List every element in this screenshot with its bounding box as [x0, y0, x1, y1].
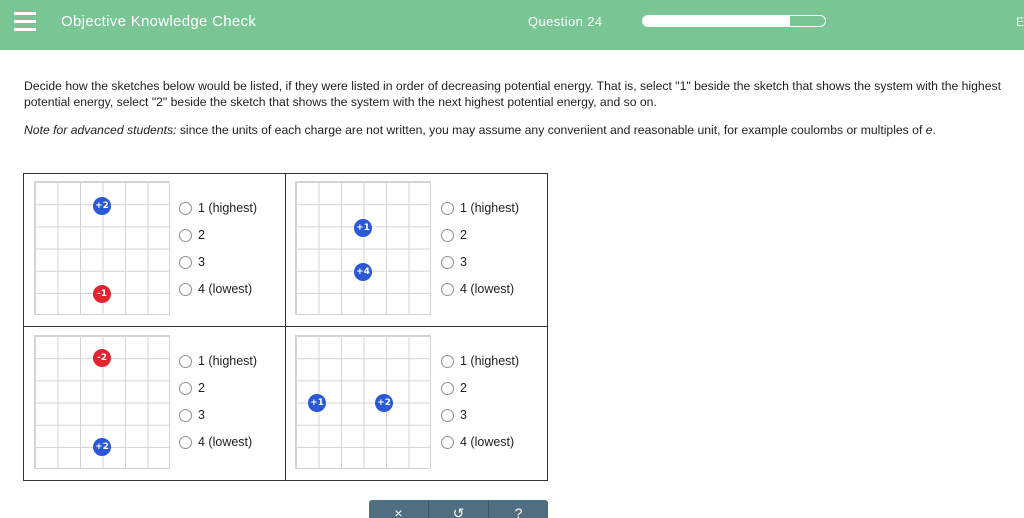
charge-1b[interactable]: -1	[93, 285, 111, 303]
top-bar	[0, 0, 1024, 50]
rank-option-3-2[interactable]: 2	[179, 380, 205, 396]
rank-option-4-1[interactable]: 1 (highest)	[441, 353, 519, 369]
progress-fill	[643, 16, 790, 26]
sketch-grid-2	[295, 181, 431, 315]
note-end: .	[932, 123, 936, 137]
rank-option-2-4[interactable]: 4 (lowest)	[441, 281, 514, 297]
rank-option-1-3[interactable]: 3	[179, 254, 205, 270]
radio-icon[interactable]	[441, 436, 454, 449]
rank-option-3-3[interactable]: 3	[179, 407, 205, 423]
rank-option-1-2[interactable]: 2	[179, 227, 205, 243]
charge-2a[interactable]: +1	[354, 219, 372, 237]
rank-option-1-4[interactable]: 4 (lowest)	[179, 281, 252, 297]
rank-option-4-2[interactable]: 2	[441, 380, 467, 396]
rank-option-4-4[interactable]: 4 (lowest)	[441, 434, 514, 450]
radio-icon[interactable]	[179, 202, 192, 215]
charge-1a[interactable]: +2	[93, 197, 111, 215]
charge-4b[interactable]: +2	[375, 394, 393, 412]
rank-option-2-2[interactable]: 2	[441, 227, 467, 243]
panel-divider-horizontal	[24, 326, 547, 327]
charge-2b[interactable]: +4	[354, 263, 372, 281]
edge-label: E	[1016, 15, 1024, 29]
note-symbol: e	[925, 123, 933, 137]
radio-icon[interactable]	[179, 283, 192, 296]
sketch-grid-3	[34, 335, 170, 469]
undo-button[interactable]: ↺	[428, 500, 488, 518]
instructions-text: Decide how the sketches below would be listed, if they were listed in order of decreasing potential energy. That is, select "1" beside the sketch that shows the system with the highest potential energy, select "2" beside the sketch that shows the system with the next highest potential energy, and so on.	[24, 79, 1001, 109]
progress-bar	[642, 15, 826, 27]
rank-option-1-1[interactable]: 1 (highest)	[179, 200, 257, 216]
radio-icon[interactable]	[179, 256, 192, 269]
charge-3a[interactable]: -2	[93, 349, 111, 367]
menu-icon[interactable]	[14, 12, 36, 32]
question-label: Question 24	[528, 14, 603, 29]
radio-icon[interactable]	[441, 256, 454, 269]
radio-icon[interactable]	[441, 409, 454, 422]
rank-option-4-3[interactable]: 3	[441, 407, 467, 423]
sketch-grid-4	[295, 335, 431, 469]
panel-divider-vertical	[285, 174, 286, 480]
clear-button[interactable]: ×	[394, 505, 403, 518]
radio-icon[interactable]	[441, 202, 454, 215]
radio-icon[interactable]	[179, 355, 192, 368]
radio-icon[interactable]	[441, 283, 454, 296]
rank-option-2-1[interactable]: 1 (highest)	[441, 200, 519, 216]
charge-3b[interactable]: +2	[93, 438, 111, 456]
radio-icon[interactable]	[441, 382, 454, 395]
help-button[interactable]: ?	[488, 500, 548, 518]
app-title: Objective Knowledge Check	[61, 13, 257, 30]
rank-option-2-3[interactable]: 3	[441, 254, 467, 270]
note-label: Note for advanced students:	[24, 123, 177, 137]
charge-4a[interactable]: +1	[308, 394, 326, 412]
rank-option-3-4[interactable]: 4 (lowest)	[179, 434, 252, 450]
radio-icon[interactable]	[179, 229, 192, 242]
sketch-panel	[23, 173, 548, 481]
radio-icon[interactable]	[179, 382, 192, 395]
action-button-bar	[369, 500, 548, 518]
radio-icon[interactable]	[179, 436, 192, 449]
note-body: since the units of each charge are not written, you may assume any convenient and reasonable unit, for example coulombs or multiples of	[176, 123, 926, 137]
rank-option-3-1[interactable]: 1 (highest)	[179, 353, 257, 369]
sketch-grid-1	[34, 181, 170, 315]
note-text	[24, 121, 1014, 140]
radio-icon[interactable]	[441, 355, 454, 368]
radio-icon[interactable]	[441, 229, 454, 242]
radio-icon[interactable]	[179, 409, 192, 422]
